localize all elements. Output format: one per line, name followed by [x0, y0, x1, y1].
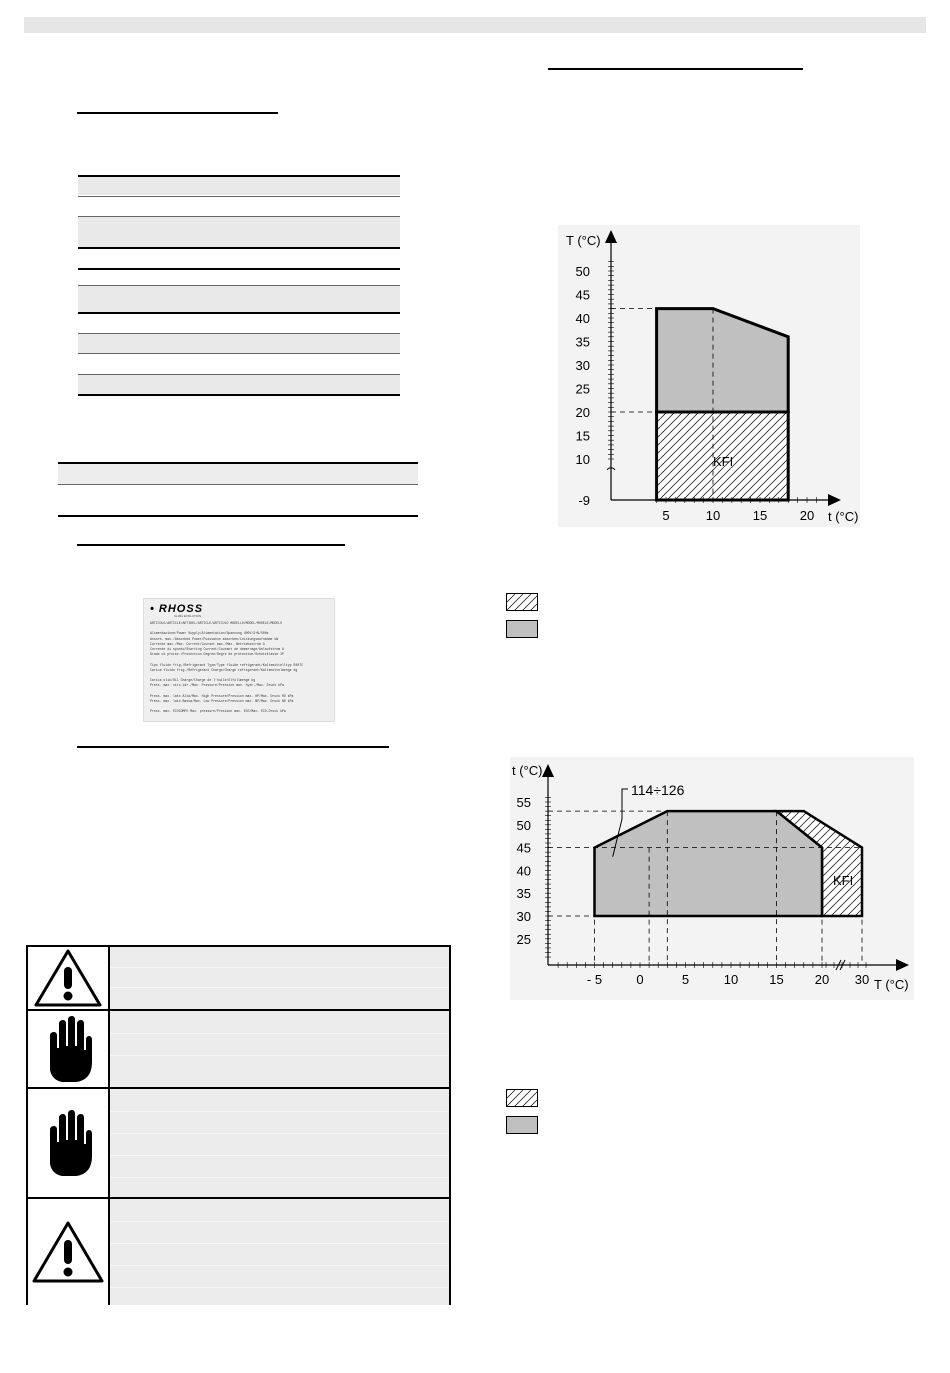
operating-limits-chart-cooling	[510, 757, 914, 1000]
annotation-label: 114÷126	[631, 782, 685, 798]
legend-swatch-kfi	[506, 593, 538, 611]
section-heading-underline	[548, 68, 803, 70]
warning-triangle-icon	[31, 1220, 105, 1284]
legend-swatch-kfi	[506, 1089, 538, 1107]
nameplate-line: Assorb. max./Absorbed Power/Puissance absorbee/Leistungsaufnahme kW	[150, 636, 279, 641]
nameplate-line: Press. max. circ.idr./Max. Pressure/Pression max. hydr./Max. Druck kPa	[150, 683, 284, 688]
y-axis-label: T (°C)	[566, 233, 601, 248]
nameplate-line: Corrente max./Max. Current/Courant max./Max. Betriebsstrom A	[150, 641, 265, 646]
x-tick-label: 20	[799, 508, 815, 523]
stop-hand-icon	[42, 1014, 94, 1084]
x-tick-label: 10	[723, 972, 739, 987]
warning-row	[28, 947, 449, 1011]
y-tick-label: 15	[575, 428, 590, 444]
y-tick-label: 40	[575, 311, 590, 326]
y-tick-label: 50	[575, 264, 590, 279]
nameplate-line: Tipo fluido frig./Refrigerant Type/Type fluide refrigerant/Kaltemittelltyp R407C	[150, 662, 304, 667]
legend-swatch-standard	[506, 1116, 538, 1134]
x-axis-label: t (°C)	[828, 509, 859, 524]
x-tick-label: 0	[636, 972, 644, 987]
region-label-kfi: KFI	[833, 873, 854, 888]
y-tick-label: 35	[516, 886, 531, 902]
y-tick-label: 40	[516, 863, 531, 879]
section-heading-underline	[77, 746, 389, 748]
y-tick-label: 25	[516, 931, 531, 947]
x-tick-label: 5	[681, 972, 690, 987]
warning-row	[28, 1199, 449, 1305]
y-tick-label: -9	[578, 493, 590, 508]
y-tick-label: 30	[575, 358, 590, 373]
nameplate-line: Press. max. ECOCOMFO Max. pressure/Pression max. ECO/Max. ECO-Druck kPa	[150, 709, 286, 714]
operating-limits-chart-heating	[558, 225, 860, 527]
warning-triangle-icon	[33, 948, 103, 1008]
region-label-kfi: KFI	[713, 454, 734, 469]
nameplate-line: Carica olio/Oil Charge/Charge de l'huile/Olfullmenge kg	[150, 678, 256, 683]
unit-nameplate: • RHOSS CLIMA EVOLUTION ARTICOLO/ARTICLE/ARTIKEL/ARTICLE/ARTICULO MODELLO/MODEL/MODELE/MODELO Alimentazione/Power Supply/Alimentation/Spannung 400V/3+N/50Hz Assorb. max./Absorbed Power/Puissance absorbee/Leistungsaufnahme kW Corrente max./Max. Current/Courant max./Max. Betriebsstrom A Corrente di spunto/Starting Current/Courant de demarrage/Anlaufstrom A Grado di protez./Protection Degree/Degre de protection/Schutzklasse IP Tipo fluido frig./Refrigerant Type/Type fluide refrigerant/Kaltemittelltyp R407C Carica fluido frig./Refrigerant Charge/Charge refrigerant/Kaltemittelmenge kg Carica olio/Oil Charge/Charge de l'huile/Olfullmenge kg Press. max. circ.idr./Max. Pressure/Pression max. hydr./Max. Druck kPa Press. max. lato Alta/Max. High Pressure/Pression max. HP/Max. Druck HD kPa Press. max. lato Bassa/Max. Low Pressure/Pression max. BP/Max. Druck ND kPa Press. max. ECOCOMFO Max. pressure/Pression max. ECO/Max. ECO-Druck kPa	[143, 598, 335, 722]
brand-logo: • RHOSS	[150, 603, 204, 615]
y-tick-label: 20	[575, 405, 590, 420]
nameplate-line: Alimentazione/Power Supply/Alimentation/Spannung 400V/3+N/50Hz	[150, 631, 269, 636]
x-tick-label: 20	[814, 972, 830, 987]
stop-hand-icon	[42, 1108, 94, 1178]
y-tick-label: 30	[516, 909, 531, 924]
legend-swatch-standard	[506, 620, 538, 638]
y-tick-label: 50	[516, 817, 531, 833]
y-tick-label: 25	[575, 381, 590, 397]
page-header-bar	[24, 17, 926, 33]
y-axis-label: t (°C)	[512, 763, 543, 778]
x-tick-label: 30	[854, 972, 870, 987]
nameplate-line: Grado di protez./Protection Degree/Degre de protection/Schutzklasse IP	[150, 652, 284, 657]
section-heading-underline	[77, 112, 278, 114]
warning-row	[28, 1089, 449, 1199]
nameplate-line: Corrente di spunto/Starting Current/Courant de demarrage/Anlaufstrom A	[150, 647, 284, 651]
nameplate-line: Carica fluido frig./Refrigerant Charge/Charge refrigerant/Kaltemittelmenge kg	[150, 667, 298, 672]
y-tick-label: 45	[575, 287, 590, 303]
section-heading-underline	[77, 544, 345, 546]
y-tick-label: 45	[516, 840, 531, 856]
y-tick-label: 55	[516, 795, 531, 810]
x-tick-label: - 5	[586, 972, 603, 987]
x-tick-label: 15	[769, 972, 784, 987]
x-tick-label: 5	[662, 508, 670, 523]
nameplate-line: ARTICOLO/ARTICLE/ARTIKEL/ARTICLE/ARTICULO MODELLO/MODEL/MODELE/MODELO	[150, 621, 282, 625]
y-tick-label: 10	[575, 452, 590, 467]
y-tick-label: 35	[575, 334, 590, 350]
x-tick-label: 10	[705, 508, 721, 523]
x-tick-label: 15	[752, 508, 768, 523]
nameplate-line: Press. max. lato Bassa/Max. Low Pressure/Pression max. BP/Max. Druck ND kPa	[150, 699, 294, 703]
nameplate-line: Press. max. lato Alta/Max. High Pressure/Pression max. HP/Max. Druck HD kPa	[150, 693, 294, 698]
warning-row	[28, 1011, 449, 1089]
safety-warnings-table	[26, 945, 451, 1305]
x-axis-label: T (°C)	[874, 977, 909, 992]
